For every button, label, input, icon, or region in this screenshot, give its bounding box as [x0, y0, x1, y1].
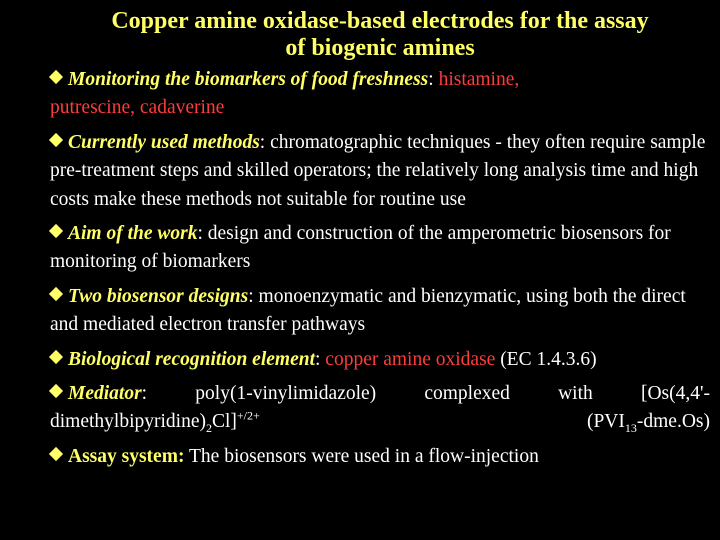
bullet-item-current-methods	[50, 129, 710, 214]
bullet-item-aim	[50, 220, 710, 277]
diamond-bullet-icon	[50, 351, 65, 366]
subscript: 2	[205, 421, 212, 436]
bullet-text: monoenzymatic and bienzymatic, using both the direct and mediated electron transfer pathways	[50, 285, 686, 336]
bullet-separator: :	[248, 285, 259, 307]
bullet-label: Monitoring the biomarkers of food freshness	[68, 69, 429, 90]
bullet-text: The biosensors were used in a flow-injection	[189, 445, 539, 467]
bullet-text: (EC 1.4.3.6)	[500, 348, 597, 370]
bullet-separator: :	[197, 223, 208, 245]
diamond-bullet-icon	[50, 225, 65, 240]
bullet-separator: :	[141, 383, 148, 405]
bullet-label: Assay system	[68, 445, 178, 467]
bullet-item-biosensor-designs	[50, 283, 710, 340]
bullet-text: chromatographic techniques - they often require sample pre-treatment steps and skilled operators; the relatively long analysis time and high costs make these methods not suitable for routine use	[50, 131, 706, 210]
slide-title	[40, 8, 720, 62]
bullet-label: Aim of the work	[68, 223, 198, 245]
bullet-separator: :	[177, 445, 185, 467]
bullet-separator: :	[315, 348, 326, 370]
bullet-list	[50, 66, 710, 471]
bullet-item-recognition-element	[50, 346, 710, 374]
diamond-bullet-icon	[50, 71, 65, 86]
bullet-label: Biological recognition element	[68, 348, 315, 370]
bullet-label: Currently used methods	[68, 131, 260, 153]
superscript: +/2+	[236, 408, 260, 423]
diamond-bullet-icon	[50, 288, 65, 303]
bullet-highlight-continued: putrescine, cadaverine	[50, 97, 225, 119]
diamond-bullet-icon	[50, 448, 65, 463]
bullet-label: Mediator	[68, 383, 142, 405]
bullet-item-food-freshness	[50, 66, 710, 123]
bullet-highlight: copper amine oxidase	[325, 348, 496, 370]
bullet-text: design and construction of the amperometric biosensors for monitoring of biomarkers	[50, 223, 671, 273]
bullet-highlight: histamine,	[438, 69, 520, 90]
slide-title-line-2: of biogenic amines	[285, 35, 475, 61]
bullet-text: -dme.Os)	[636, 411, 710, 433]
bullet-text: Cl]	[211, 411, 237, 433]
bullet-separator: :	[428, 69, 439, 90]
bullet-item-assay-system	[50, 443, 710, 471]
diamond-bullet-icon	[50, 385, 65, 400]
subscript: 13	[624, 421, 637, 436]
bullet-text: (PVI	[586, 411, 625, 433]
bullet-label: Two biosensor designs	[68, 285, 249, 307]
bullet-separator: :	[259, 131, 271, 153]
bullet-text: poly(1-vinylimidazole) complexed with [Os(4,4'-dimethylbipyridine)	[50, 383, 710, 433]
diamond-bullet-icon	[50, 134, 65, 149]
bullet-item-mediator	[50, 380, 710, 437]
slide-title-line-1: Copper amine oxidase-based electrodes for the assay	[111, 8, 649, 34]
